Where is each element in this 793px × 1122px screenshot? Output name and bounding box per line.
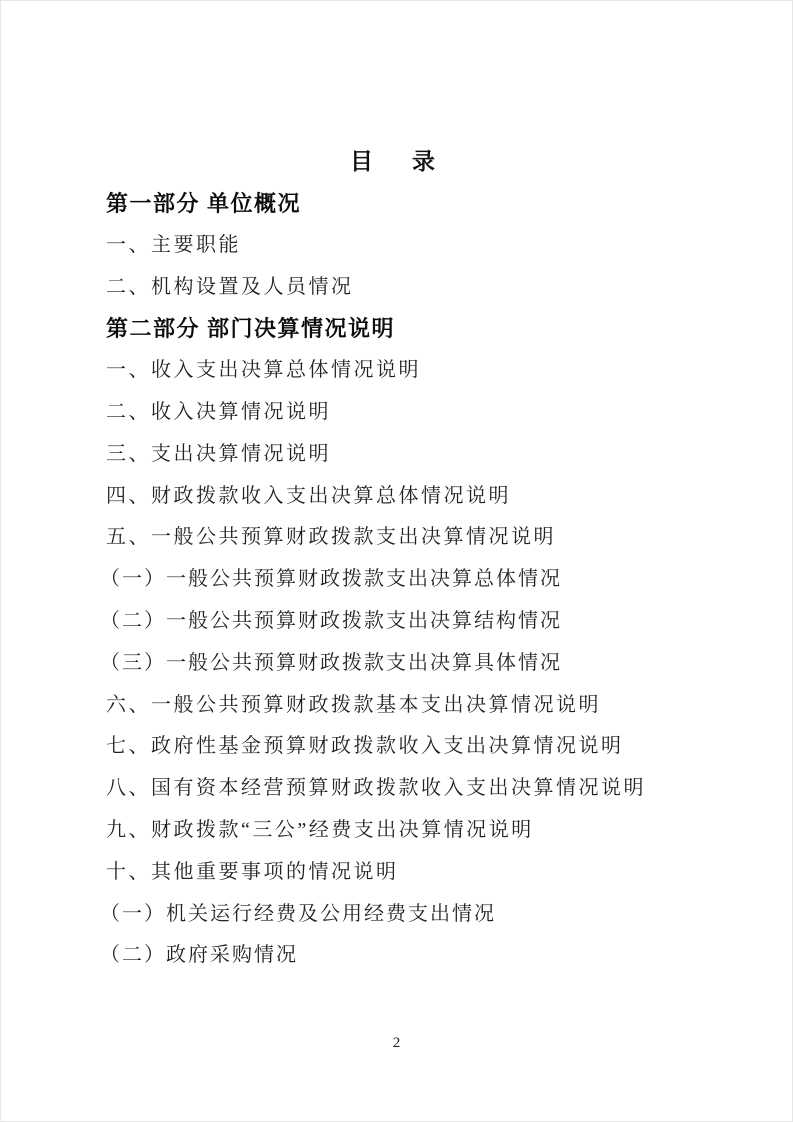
toc-item: 四、财政拨款收入支出决算总体情况说明 bbox=[106, 484, 511, 507]
toc-item: 三、支出决算情况说明 bbox=[106, 442, 331, 465]
toc-subitem: （一）机关运行经费及公用经费支出情况 bbox=[100, 902, 496, 925]
toc-item: 二、机构设置及人员情况 bbox=[106, 275, 354, 298]
toc-section-heading: 第二部分 部门决算情况说明 bbox=[106, 316, 396, 342]
page-title: 目 录 bbox=[350, 149, 443, 174]
table-of-contents bbox=[1, 183, 792, 977]
toc-item: 六、一般公共预算财政拨款基本支出决算情况说明 bbox=[106, 693, 601, 716]
toc-item: 一、收入支出决算总体情况说明 bbox=[106, 359, 421, 382]
toc-subitem: （二）一般公共预算财政拨款支出决算结构情况 bbox=[100, 609, 562, 632]
toc-item: 五、一般公共预算财政拨款支出决算情况说明 bbox=[106, 526, 556, 549]
toc-section-heading: 第一部分 单位概况 bbox=[106, 191, 302, 216]
toc-item: 九、财政拨款“三公”经费支出决算情况说明 bbox=[106, 818, 534, 841]
page-number: 2 bbox=[392, 1035, 401, 1051]
toc-subitem: （一）一般公共预算财政拨款支出决算总体情况 bbox=[100, 568, 562, 591]
toc-item: 八、国有资本经营预算财政拨款收入支出决算情况说明 bbox=[106, 777, 646, 800]
toc-item: 十、其他重要事项的情况说明 bbox=[106, 860, 399, 883]
toc-item: 一、主要职能 bbox=[106, 233, 241, 256]
toc-item: 七、政府性基金预算财政拨款收入支出决算情况说明 bbox=[106, 735, 624, 758]
toc-subitem: （二）政府采购情况 bbox=[100, 944, 298, 967]
toc-item: 二、收入决算情况说明 bbox=[106, 400, 331, 423]
toc-subitem: （三）一般公共预算财政拨款支出决算具体情况 bbox=[100, 651, 562, 674]
